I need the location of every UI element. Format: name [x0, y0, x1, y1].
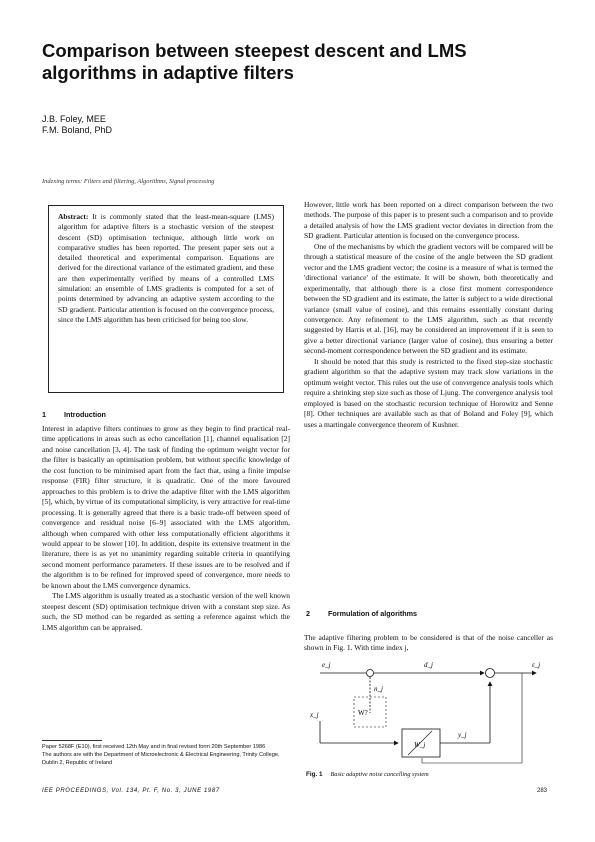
abstract-label: Abstract:	[58, 212, 89, 221]
figure-label: Fig. 1	[306, 771, 323, 778]
noise-canceller-diagram	[304, 655, 554, 770]
label-x: x_j	[310, 711, 319, 719]
author-list	[42, 114, 112, 136]
right-column-body	[304, 200, 553, 430]
paragraph: It should be noted that this study is restricted to the fixed step-size stochastic gradient algorithm so that the adaptive system may track slow variations in the optimum weight vector. This rules out the use of convergence analysis tools which require a shrinking step size such as those of Ljung. The convergence analysis tool employed is based on the stochastic recursion technique of Horowitz and Senne [8]. Other techniques are available such as that of Boland and Foley [9], which uses a martingale convergence theorem of Kushner.	[304, 356, 553, 429]
journal-footer: IEE PROCEEDINGS, Vol. 134, Pt. F, No. 3, JUNE 1987	[42, 788, 220, 794]
paragraph: Interest in adaptive filters continues to grow as they begin to find practical real-time applications in areas such as echo cancellation [1], channel equalisation [2] and noise cancellation [3, 4]. The task of finding the optimum weight vector for the filter is basically an optimisation problem, but without specific knowledge of the cost function to be minimised apart from the fact that, using a finite impulse response (FIR) filter structure, it is quadratic. One of the more favoured approaches to this problem is to drive the adaptive filter with the LMS algorithm [5], which, by virtue of its computational simplicity, is very attractive for real-time processing. It is generally agreed that there is a basic trade-off between speed of convergence and residual noise [6–9] associated with the LMS algorithm, although when compared with other less computationally efficient algorithms it would appear to be slower [10]. In addition, despite its extensive treatment in the literature, there is as yet no unanimity regarding suitable criteria in quantifying second moment performance parameters. If these issues are to be resolved and if the algorithm is to be refined for improved speed of convergence, more needs to be known about the LMS convergence dynamics.	[42, 424, 290, 590]
section-heading-introduction: 1 Introduction	[42, 410, 106, 419]
paper-title: Comparison between steepest descent and LMS algorithms in adaptive filters	[42, 40, 467, 83]
section2-body	[304, 633, 553, 654]
label-n: n_j	[374, 685, 383, 693]
figure-caption	[306, 771, 429, 778]
label-w-box: W_j	[414, 741, 426, 749]
abstract-box	[48, 205, 284, 393]
footnote	[42, 743, 290, 768]
footnote-rule	[42, 740, 102, 741]
page-number: 283	[537, 788, 548, 794]
footnote-paper-info: Paper 5268F (E10), first received 12th May and in final revised form 20th September 1986	[42, 744, 266, 750]
section-heading-formulation: 2 Formulation of algorithms	[306, 609, 418, 618]
label-d: d_j	[424, 661, 433, 669]
paragraph: The adaptive filtering problem to be considered is that of the noise canceller as shown in Fig. 1. With time index j,	[304, 633, 553, 653]
label-e-out: ε_j	[532, 661, 541, 669]
paragraph: The LMS algorithm is usually treated as a stochastic version of the well known steepest descent (SD) optimisation technique driven with a constant step size. As such, the SD method can be regarded as setting a reference against which the LMS algorithm can be appraised.	[42, 591, 290, 632]
author-name: F.M. Boland, PhD	[42, 125, 113, 135]
paragraph: One of the mechanisms by which the gradient vectors will be compared will be through a statistical measure of the cosine of the angle between the SD gradient vector and the LMS gradient vector; the cosine is a measure of what is termed the 'directional variance' of the estimate. It will be shown, both theoretically and experimentally, that although there is a close first moment correspondence between the SD gradient and its estimate, the latter is subject to a wide directional variance (small value of cosine), and this remains essentially constant during convergence. Any refinement to the LMS algorithm, such as that recently suggested by Harris et al. [16], may be considered an improvement if it is seen to give a better directional variance (larger value of cosine), thus ensuring a better second-moment correspondence between the SD gradient and its estimate.	[304, 241, 553, 356]
footnote-affiliation: The authors are with the Department of Microelectronic & Electrical Engineering, Trinity College, Dublin 2, Republic of Ireland	[42, 752, 280, 767]
paragraph: However, little work has been reported on a direct comparison between the two methods. The purpose of this paper is to present such a comparison and to provide a detailed analysis of how the LMS gradient vector deviates in direction from the SD gradient. Particular attention is focused on the convergence process.	[304, 200, 553, 241]
label-w-unknown: W?	[358, 709, 368, 717]
abstract-text: Abstract: It is commonly stated that the least-mean-square (LMS) algorithm for adaptive filters is a stochastic version of the steepest descent (SD) optimisation technique, although little work on comparative studies has been reported. The present paper sets out a detailed theoretical and experimental comparison. Equations are derived for the directional variance of the estimated gradient, and these are then experimentally verified by means of a controlled LMS simulation: an ensemble of LMS gradients is computed for a set of points determined by advancing an adaptive system according to the SD gradient. Particular attention is focused on the convergence process, since the LMS algorithm has been criticised for being too slow.	[58, 212, 275, 324]
indexing-terms: Indexing terms: Filters and filtering, Algorithms, Signal processing	[42, 178, 215, 185]
figure-caption-text: Basic adaptive noise cancelling system	[330, 771, 429, 778]
summing-node	[486, 669, 495, 678]
left-column-body	[42, 424, 290, 633]
junction-node	[367, 670, 374, 677]
author-name: J.B. Foley, MEE	[42, 114, 106, 124]
label-e-in: e_j	[322, 661, 331, 669]
label-y: y_j	[458, 731, 467, 739]
